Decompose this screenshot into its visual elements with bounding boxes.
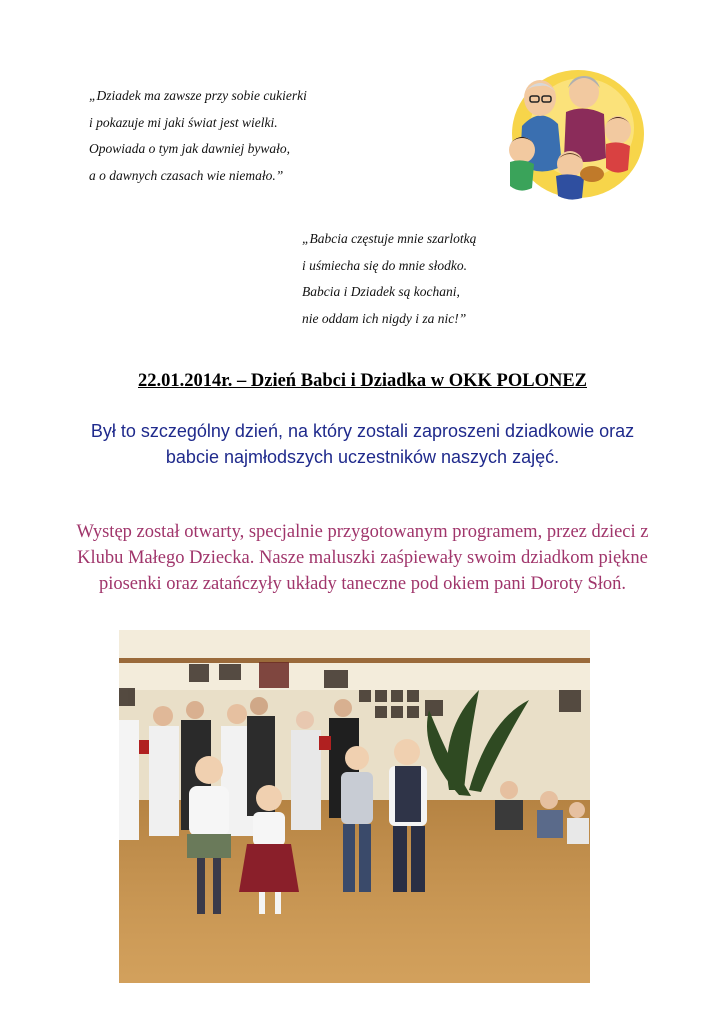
poem-line: Babcia i Dziadek są kochani, [302,284,460,299]
event-photo [119,630,590,983]
poem-line: „Babcia częstuje mnie szarlotką [302,231,477,246]
poem-line: nie oddam ich nigdy i za nic!” [302,310,467,326]
poem-line: „Dziadek ma zawsze przy sobie cukierki [89,88,307,103]
page-title-text: 22.01.2014r. – Dzień Babci i Dziadka w OKK POLONEZ [138,371,587,391]
page-title [0,371,725,392]
poem-grandma [302,226,476,332]
poem-line: Opowiada o tym jak dawniej bywało, [89,141,290,156]
grandparents-family-clipart [500,66,645,201]
poem-grandpa [89,83,307,189]
intro-paragraph: Był to szczególny dzień, na który zostali zaproszeni dziadkowie oraz babcie najmłodszych uczestników naszych zajęć. [90,421,635,467]
poem-line: a o dawnych czasach wie niemało.” [89,167,284,183]
performance-paragraph: Występ został otwarty, specjalnie przygotowanym programem, przez dzieci z Klubu Małego Dziecka. Nasze maluszki zaśpiewały swoim dziadkom piękne piosenki oraz zatańczyły układy taneczne pod okiem pani Doroty Słoń. [76,522,649,594]
poem-line: i pokazuje mi jaki świat jest wielki. [89,114,278,130]
poem-line: i uśmiecha się do mnie słodko. [302,257,467,273]
